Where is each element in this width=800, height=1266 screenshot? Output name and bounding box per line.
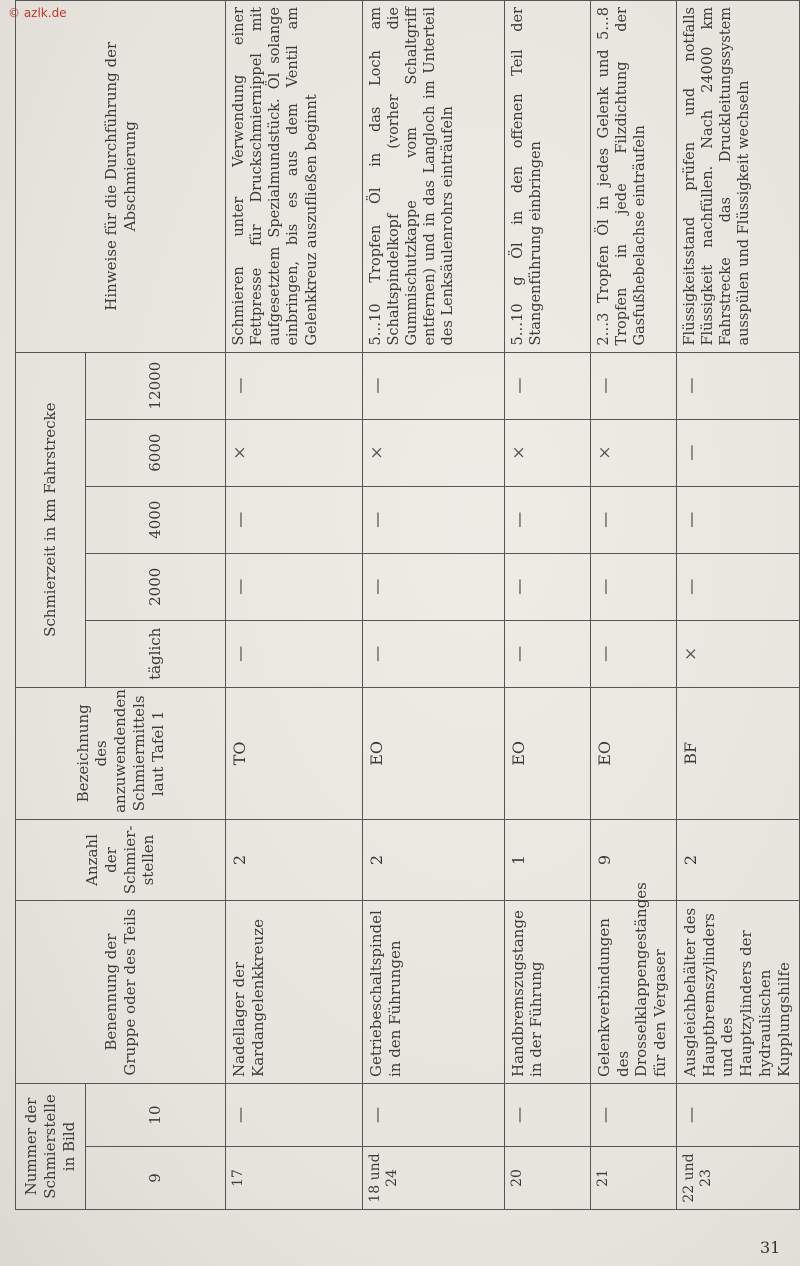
cell-km2000: — <box>362 553 504 620</box>
cell-bild10: — <box>504 1084 590 1147</box>
cell-mittel: BF <box>676 687 799 819</box>
cell-km4000: — <box>362 486 504 553</box>
header-bild9: 9 <box>86 1147 226 1210</box>
cell-km2000: — <box>676 553 799 620</box>
header-bild10: 10 <box>86 1084 226 1147</box>
lubrication-table <box>15 0 800 1210</box>
cell-km2000: — <box>590 553 676 620</box>
cell-name: Nadellager der Kardangelenkkreuze <box>226 901 363 1084</box>
cell-km6000: × <box>362 419 504 486</box>
cell-km2000: — <box>504 553 590 620</box>
cell-bild10: — <box>676 1084 799 1147</box>
cell-taeglich: × <box>676 620 799 687</box>
cell-name: Getriebeschaltspindel in den Führungen <box>362 901 504 1084</box>
cell-km6000: — <box>676 419 799 486</box>
cell-taeglich: — <box>362 620 504 687</box>
watermark: © azlk.de <box>8 6 67 20</box>
cell-taeglich: — <box>226 620 363 687</box>
cell-mittel: TO <box>226 687 363 819</box>
cell-mittel: EO <box>590 687 676 819</box>
cell-mittel: EO <box>504 687 590 819</box>
table-row <box>226 1 363 1210</box>
cell-name: Ausgleichbehälter des Hauptbremszylinders und des Hauptzylinders der hydraulischen Kupplungshilfe <box>676 901 799 1084</box>
cell-bild9: 21 <box>590 1147 676 1210</box>
table-row <box>504 1 590 1210</box>
page-number: 31 <box>760 1238 781 1257</box>
cell-anzahl: 9 <box>590 819 676 900</box>
cell-km12000: — <box>590 352 676 419</box>
cell-km12000: — <box>676 352 799 419</box>
cell-km2000: — <box>226 553 363 620</box>
cell-km6000: × <box>590 419 676 486</box>
cell-bild9: 20 <box>504 1147 590 1210</box>
cell-bild10: — <box>226 1084 363 1147</box>
cell-taeglich: — <box>504 620 590 687</box>
header-hinweise: Hinweise für die Durchführung der Abschmierung <box>16 1 226 353</box>
cell-bild9: 22 und 23 <box>676 1147 799 1210</box>
cell-km6000: × <box>226 419 363 486</box>
header-km2000: 2000 <box>86 553 226 620</box>
cell-hinweis: Flüssigkeitsstand prüfen und notfalls Flüssigkeit nachfüllen. Nach 24000 km Fahrstrecke das Druckleitungssystem ausspülen und Flüssigkeit wechseln <box>676 1 799 353</box>
cell-anzahl: 2 <box>226 819 363 900</box>
cell-km4000: — <box>676 486 799 553</box>
cell-hinweis: 5…10 g Öl in den offenen Teil der Stangenführung einbringen <box>504 1 590 353</box>
cell-km6000: × <box>504 419 590 486</box>
cell-anzahl: 1 <box>504 819 590 900</box>
cell-hinweis: Schmieren unter Verwendung einer Fettpresse für Druckschmiernippel mit aufgesetztem Spezialmundstück. Öl solange einbringen, bis es aus dem Ventil am Gelenkkreuz auszufließen beginnt <box>226 1 363 353</box>
header-anzahl: Anzahl der Schmier-stellen <box>16 819 226 900</box>
table-row <box>590 1 676 1210</box>
table-row <box>362 1 504 1210</box>
cell-km4000: — <box>590 486 676 553</box>
cell-hinweis: 2…3 Tropfen Öl in jedes Gelenk und 5…8 Tropfen in jede Filzdichtung der Gasfußhebelachse einträufeln <box>590 1 676 353</box>
header-km12000: 12000 <box>86 352 226 419</box>
header-bezeichnung: Bezeichnung des anzuwendenden Schmiermittels laut Tafel 1 <box>16 687 226 819</box>
cell-bild10: — <box>590 1084 676 1147</box>
cell-km4000: — <box>504 486 590 553</box>
cell-name: Gelenkverbindungen des Drosselklappengestänges für den Vergaser <box>590 901 676 1084</box>
cell-anzahl: 2 <box>676 819 799 900</box>
cell-bild9: 18 und 24 <box>362 1147 504 1210</box>
cell-km12000: — <box>226 352 363 419</box>
cell-taeglich: — <box>590 620 676 687</box>
cell-km12000: — <box>504 352 590 419</box>
cell-bild9: 17 <box>226 1147 363 1210</box>
cell-km12000: — <box>362 352 504 419</box>
cell-bild10: — <box>362 1084 504 1147</box>
table-row <box>676 1 799 1210</box>
cell-km4000: — <box>226 486 363 553</box>
cell-hinweis: 5…10 Tropfen Öl in das Loch am Schaltspindelkopf (vorher die Gummischutzkappe vom Schaltgriff entfernen) und in das Langloch im Unterteil des Lenksäulenrohrs einträufeln <box>362 1 504 353</box>
header-row-1 <box>16 1 86 1210</box>
header-schmierzeit: Schmierzeit in km Fahrstrecke <box>16 352 86 687</box>
cell-anzahl: 2 <box>362 819 504 900</box>
cell-mittel: EO <box>362 687 504 819</box>
header-km6000: 6000 <box>86 419 226 486</box>
header-taeglich: täglich <box>86 620 226 687</box>
header-benennung: Benennung der Gruppe oder des Teils <box>16 901 226 1084</box>
header-km4000: 4000 <box>86 486 226 553</box>
header-nummer: Nummer der Schmierstelle in Bild <box>16 1084 86 1210</box>
cell-name: Handbremszugstange in der Führung <box>504 901 590 1084</box>
